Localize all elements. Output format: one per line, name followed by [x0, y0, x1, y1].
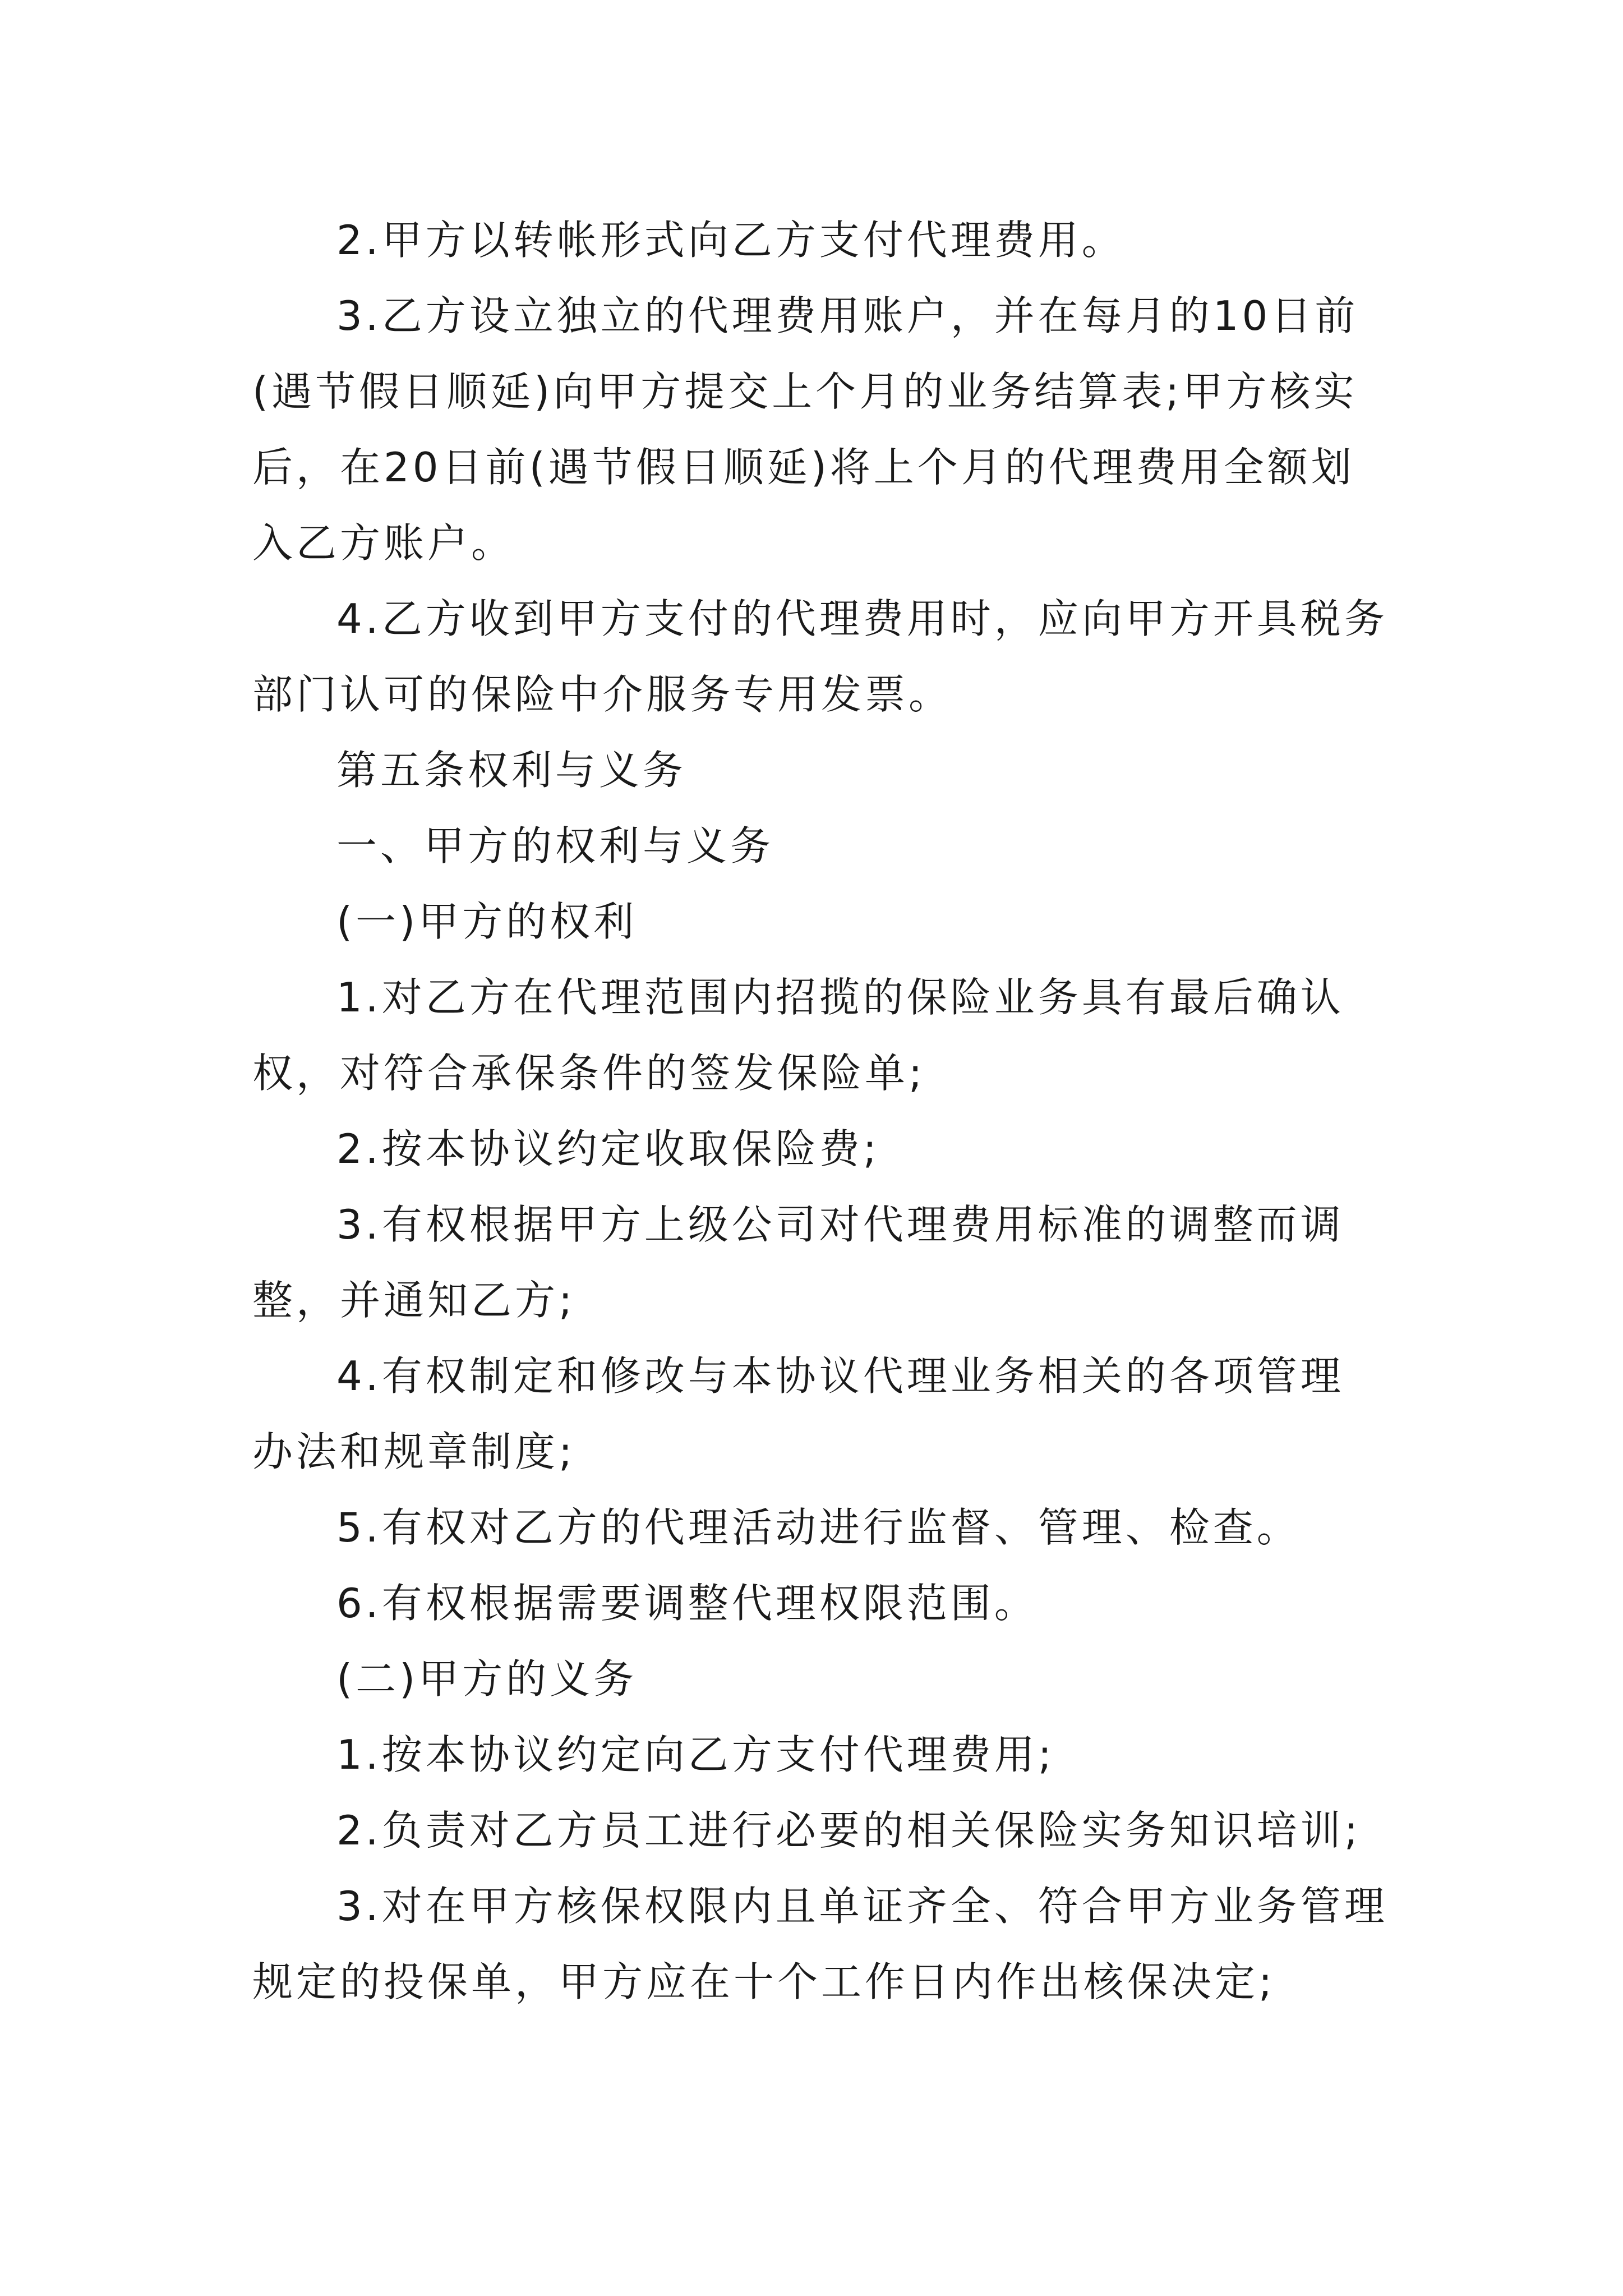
- paragraph-line: 6.有权根据需要调整代理权限范围。: [336, 1580, 1038, 1627]
- paragraph-line: (遇节假日顺延)向甲方提交上个月的业务结算表;甲方核实: [252, 368, 1358, 415]
- paragraph-line: 3.对在甲方核保权限内且单证齐全、符合甲方业务管理: [336, 1883, 1388, 1930]
- paragraph-line: 4.有权制定和修改与本协议代理业务相关的各项管理: [336, 1352, 1344, 1400]
- section-heading: (一)甲方的权利: [336, 898, 638, 945]
- paragraph-line: 5.有权对乙方的代理活动进行监督、管理、检查。: [336, 1504, 1301, 1551]
- paragraph-line: 1.按本协议约定向乙方支付代理费用;: [336, 1731, 1055, 1778]
- paragraph-line: 3.有权根据甲方上级公司对代理费用标准的调整而调: [336, 1201, 1344, 1248]
- paragraph-line: 入乙方账户。: [252, 519, 515, 567]
- paragraph-line: 4.乙方收到甲方支付的代理费用时，应向甲方开具税务: [336, 595, 1388, 642]
- paragraph-line: 2.按本协议约定收取保险费;: [336, 1125, 880, 1172]
- paragraph-line: 2.甲方以转帐形式向乙方支付代理费用。: [336, 217, 1126, 264]
- paragraph-line: 整，并通知乙方;: [252, 1277, 576, 1324]
- paragraph-line: 部门认可的保险中介服务专用发票。: [252, 671, 953, 718]
- paragraph-line: 2.负责对乙方员工进行必要的相关保险实务知识培训;: [336, 1807, 1361, 1854]
- section-heading: 一、甲方的权利与义务: [336, 822, 774, 869]
- paragraph-line: 权，对符合承保条件的签发保险单;: [252, 1050, 926, 1097]
- paragraph-line: 3.乙方设立独立的代理费用账户，并在每月的10日前: [336, 292, 1359, 339]
- paragraph-line: 1.对乙方在代理范围内招揽的保险业务具有最后确认: [336, 974, 1344, 1021]
- paragraph-line: 办法和规章制度;: [252, 1428, 576, 1475]
- paragraph-line: 规定的投保单，甲方应在十个工作日内作出核保决定;: [252, 1958, 1276, 2005]
- section-heading: (二)甲方的义务: [336, 1655, 638, 1703]
- section-heading: 第五条权利与义务: [336, 747, 687, 794]
- paragraph-line: 后，在20日前(遇节假日顺延)将上个月的代理费用全额划: [252, 444, 1355, 491]
